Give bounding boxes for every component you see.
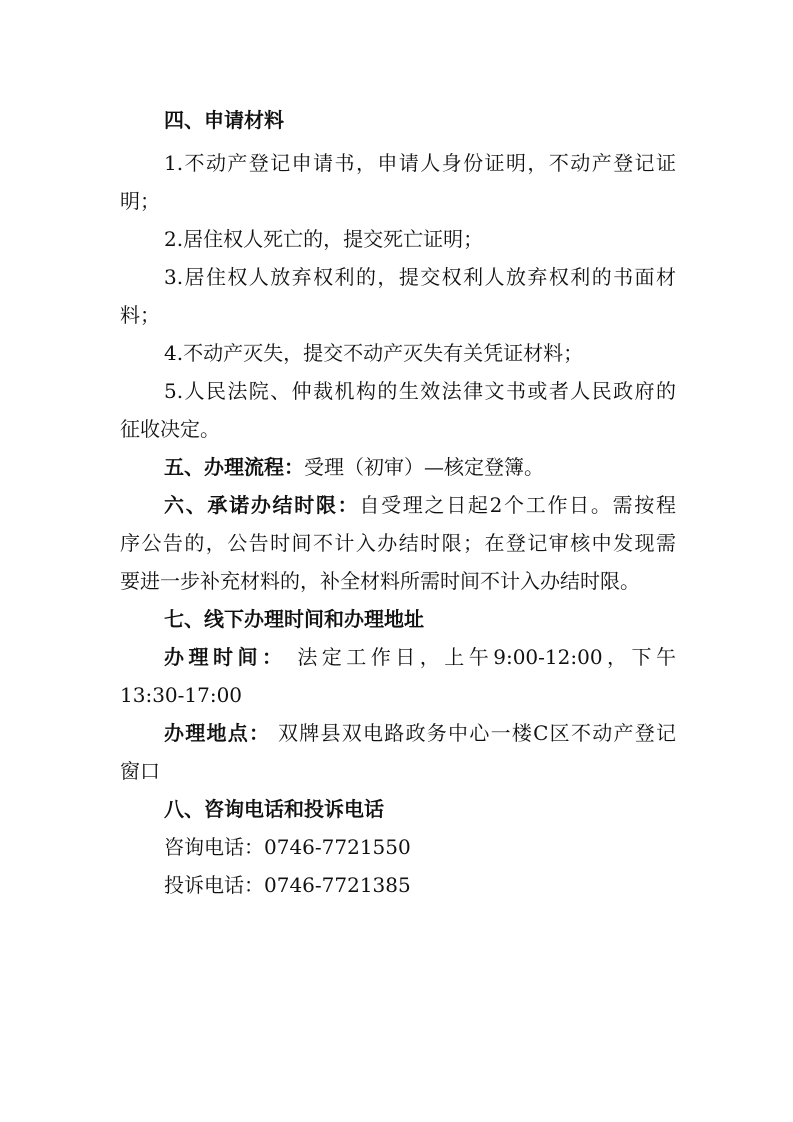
material-item-3-line-1: 3.居住权人放弃权利的，提交权利人放弃权利的书面材 — [164, 265, 676, 289]
section-5-text: 受理（初审）—核定登簿。 — [304, 455, 544, 479]
material-item-5-line-2: 征收决定。 — [120, 417, 220, 441]
office-address-line-1 — [164, 719, 676, 747]
section-8-heading: 八、咨询电话和投诉电话 — [164, 797, 384, 821]
consult-phone: 咨询电话：0746-7721550 — [164, 835, 411, 859]
material-item-1-line-1: 1.不动产登记申请书，申请人身份证明，不动产登记证 — [164, 151, 676, 175]
section-4-heading: 四、申请材料 — [164, 108, 284, 132]
office-address-text: 双牌县双电路政务中心一楼C区不动产登记 — [277, 721, 677, 745]
office-hours-label: 办理时间： — [164, 645, 287, 669]
material-item-2: 2.居住权人死亡的，提交死亡证明； — [164, 227, 484, 251]
complaint-phone: 投诉电话：0746-7721385 — [164, 873, 411, 897]
office-hours-line-1 — [164, 643, 676, 671]
section-6-line-1 — [164, 491, 676, 519]
office-hours-line-2: 13:30-17:00 — [120, 683, 243, 707]
material-item-3-line-2: 料； — [120, 303, 160, 327]
section-5-heading: 五、办理流程： — [164, 455, 304, 479]
section-5-paragraph — [164, 453, 676, 481]
section-7-heading: 七、线下办理时间和办理地址 — [164, 607, 424, 631]
section-6-heading: 六、承诺办结时限： — [164, 493, 360, 517]
section-6-text-line-2: 序公告的，公告时间不计入办结时限；在登记审核中发现需 — [120, 531, 676, 555]
material-item-1-line-2: 明； — [120, 189, 160, 213]
material-item-4: 4.不动产灭失，提交不动产灭失有关凭证材料； — [164, 341, 584, 365]
material-item-5-line-1: 5.人民法院、仲裁机构的生效法律文书或者人民政府的 — [164, 379, 676, 403]
section-6-text-line-1: 自受理之日起2个工作日。需按程 — [359, 493, 677, 517]
office-address-line-2: 窗口 — [120, 759, 160, 783]
office-address-label: 办理地点： — [164, 721, 271, 745]
section-6-text-line-3: 要进一步补充材料的，补全材料所需时间不计入办结时限。 — [120, 569, 640, 593]
office-hours-text: 法定工作日，上午9:00-12:00，下午 — [297, 645, 677, 669]
